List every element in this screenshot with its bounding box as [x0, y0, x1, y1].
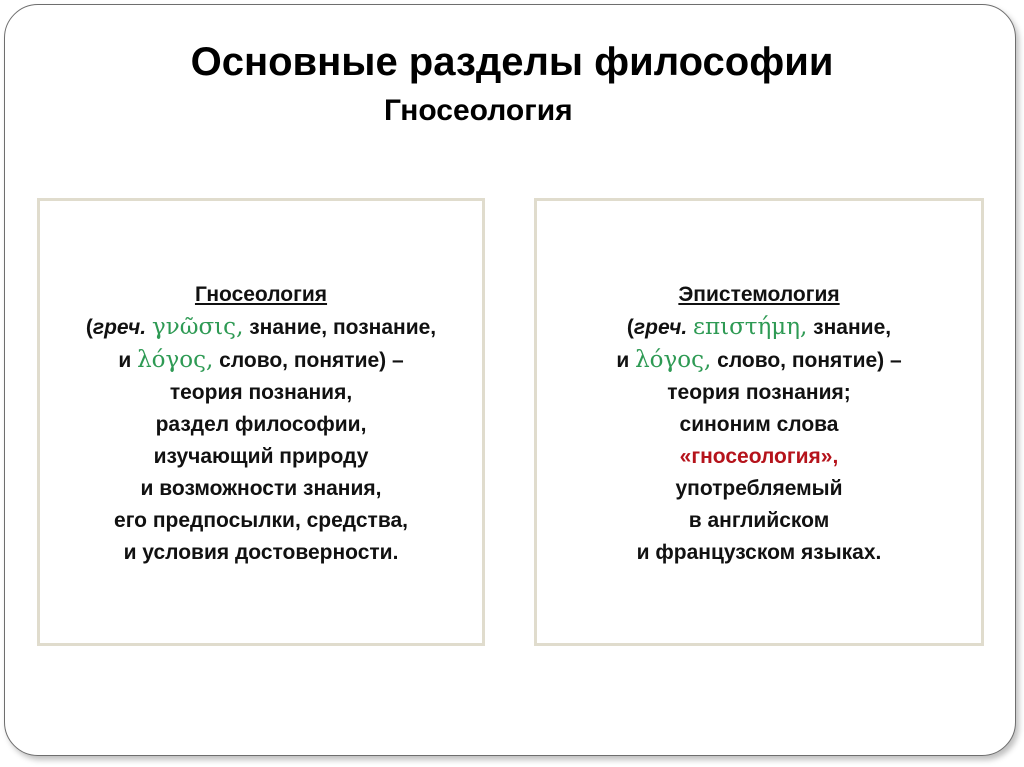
definition-line: и возможности знания,	[140, 477, 382, 500]
etymology-meaning: знание,	[813, 316, 892, 339]
conjunction: и	[616, 349, 630, 372]
greek-word: επιστήμη,	[693, 314, 808, 340]
definition-line: употребляемый	[675, 477, 843, 500]
definition-line: изучающий природу	[153, 445, 369, 468]
etymology-meaning: знание, познание,	[249, 316, 437, 339]
definition-line: теория познания,	[169, 381, 353, 404]
definition-line: и французском языках.	[636, 541, 882, 564]
greek-word: λόγος,	[137, 347, 214, 373]
language-label: греч.	[633, 316, 688, 339]
gnoseology-text	[40, 279, 482, 569]
card-heading: Гносеология	[194, 283, 328, 306]
etymology-meaning: слово, понятие) –	[717, 349, 902, 372]
open-paren: (	[626, 316, 634, 339]
etymology-line-2	[40, 344, 482, 377]
greek-word: λόγος,	[635, 347, 712, 373]
etymology-line-1	[40, 311, 482, 344]
slide-subtitle: Гносеология	[384, 94, 573, 127]
etymology-line-1	[537, 311, 981, 344]
gnoseology-card	[37, 198, 485, 646]
slide-title: Основные разделы философии	[190, 40, 834, 84]
open-paren: (	[85, 316, 93, 339]
conjunction: и	[118, 349, 132, 372]
definition-line: его предпосылки, средства,	[114, 509, 408, 532]
etymology-meaning: слово, понятие) –	[219, 349, 404, 372]
language-label: греч.	[92, 316, 147, 339]
card-heading: Эпистемология	[678, 283, 840, 306]
epistemology-text	[537, 279, 981, 569]
definition-line: в английском	[688, 509, 830, 532]
etymology-line-2	[537, 344, 981, 377]
highlighted-term: «гносеология»,	[679, 445, 839, 468]
definition-line: синоним слова	[679, 413, 839, 436]
definition-line: теория познания;	[667, 381, 851, 404]
epistemology-card	[534, 198, 984, 646]
greek-word: γνῶσις,	[151, 314, 244, 340]
definition-line: раздел философии,	[155, 413, 367, 436]
definition-line: и условия достоверности.	[123, 541, 399, 564]
